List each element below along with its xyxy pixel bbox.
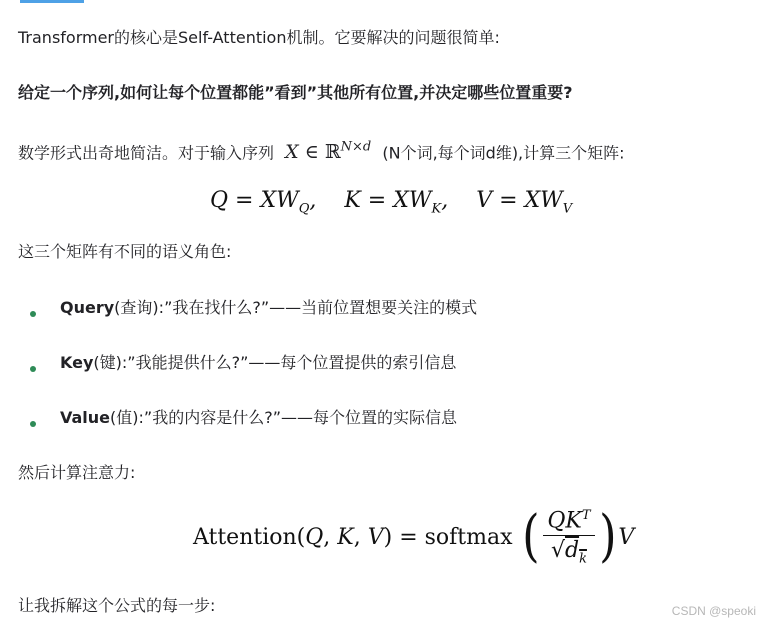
desc-key: ”我能提供什么?”——每个位置提供的索引信息 [127, 353, 457, 372]
list-item-key [60, 351, 456, 375]
term-key: Key [60, 353, 94, 372]
desc-query: ”我在找什么?”——当前位置想要关注的模式 [164, 298, 478, 317]
list-bullet [30, 421, 36, 427]
roles-intro-text: 这三个矩阵有不同的语义角色: [18, 242, 232, 261]
watermark: CSDN @speoki [671, 604, 756, 618]
input-sequence-formula: X ∈ ℝ$^{N\times d}$ [279, 140, 372, 164]
attention-equation: Attention(Q, K, V) = softmax ( $\frac{QK^T}{√d_k}$ )V [193, 504, 635, 570]
term-value: Value [60, 408, 111, 427]
term-query: Query [60, 298, 115, 317]
intro-text: Transformer的核心是Self-Attention机制。它要解决的问题很简单: [18, 28, 500, 47]
qkv-equation: $Q = XW_Q$, $K = XW_K$, $V = XW_V$ [210, 188, 573, 217]
math-intro-after: (N个词,每个词d维),计算三个矩阵: [382, 143, 625, 163]
list-bullet [30, 366, 36, 372]
math-intro-line [18, 136, 625, 165]
question-text: 给定一个序列,如何让每个位置都能”看到”其他所有位置,并决定哪些位置重要? [18, 83, 573, 102]
paren-key: (键): [93, 353, 128, 372]
list-item-query [60, 296, 477, 320]
paren-value: (值): [110, 408, 144, 427]
top-accent-bar [20, 0, 84, 3]
math-intro-before: 数学形式出奇地简洁。对于输入序列 [18, 143, 275, 163]
list-bullet [30, 311, 36, 317]
attention-intro-text: 然后计算注意力: [18, 463, 136, 482]
paren-query: (查询): [114, 298, 165, 317]
list-item-value [60, 406, 457, 430]
breakdown-text: 让我拆解这个公式的每一步: [18, 596, 216, 615]
desc-value: ”我的内容是什么?”——每个位置的实际信息 [143, 408, 457, 427]
